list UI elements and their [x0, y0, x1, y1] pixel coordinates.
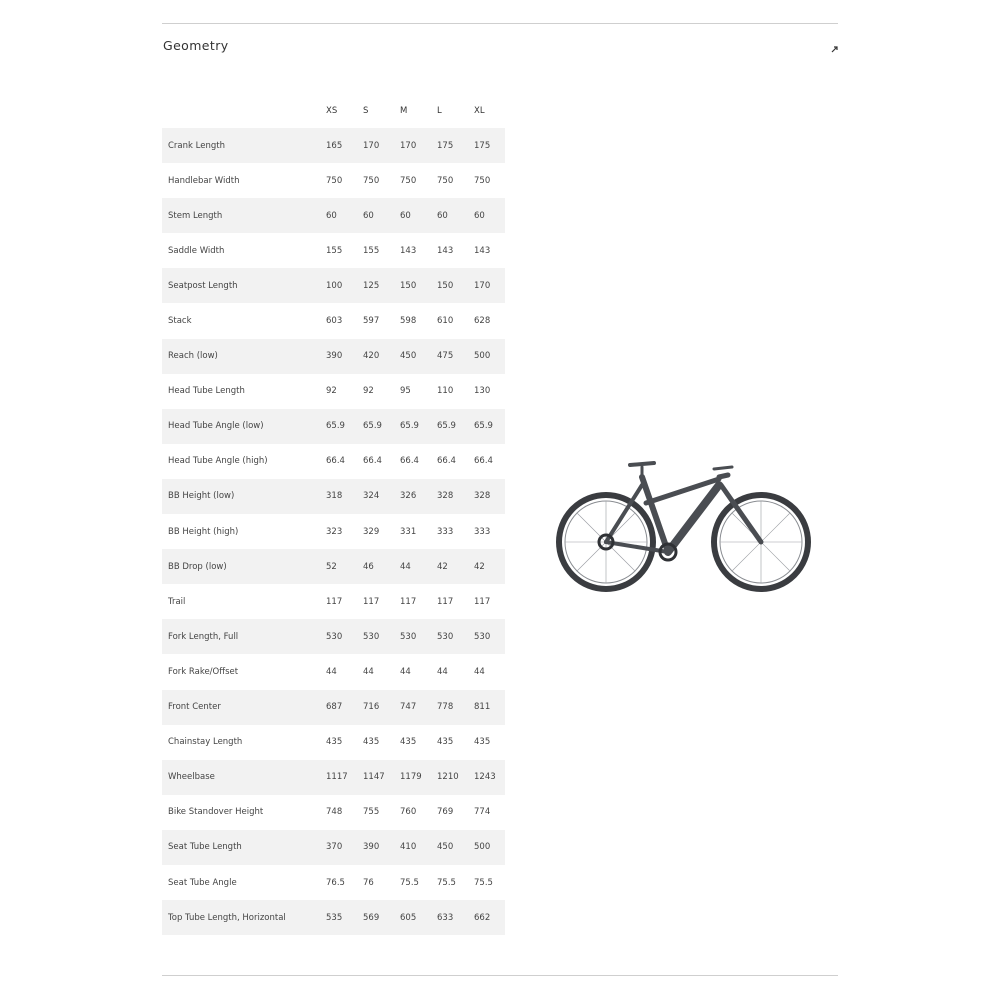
table-row	[162, 128, 505, 163]
table-row	[162, 549, 505, 584]
table-cell: 155	[326, 245, 343, 256]
table-cell: 44	[437, 666, 448, 677]
row-label: Saddle Width	[168, 245, 225, 256]
table-cell: 65.9	[474, 421, 493, 432]
table-cell: 748	[326, 807, 343, 818]
table-cell: 66.4	[474, 456, 493, 467]
size-header: XL	[474, 105, 485, 116]
top-divider	[162, 23, 838, 24]
table-cell: 117	[400, 596, 417, 607]
table-cell: 760	[400, 807, 417, 818]
table-cell: 716	[363, 702, 380, 713]
size-header: XS	[326, 105, 338, 116]
table-cell: 500	[474, 842, 491, 853]
table-cell: 110	[437, 386, 454, 397]
bike-image	[556, 455, 814, 600]
table-cell: 318	[326, 491, 343, 502]
table-cell: 598	[400, 316, 417, 327]
table-cell: 60	[400, 210, 411, 221]
table-cell: 170	[400, 140, 417, 151]
row-label: Front Center	[168, 702, 221, 713]
table-cell: 1243	[474, 772, 496, 783]
size-header: M	[400, 105, 408, 116]
table-row	[162, 795, 505, 830]
table-row	[162, 268, 505, 303]
table-cell: 130	[474, 386, 491, 397]
table-row	[162, 900, 505, 935]
table-cell: 662	[474, 912, 491, 923]
size-header: L	[437, 105, 442, 116]
table-cell: 165	[326, 140, 343, 151]
table-row	[162, 584, 505, 619]
table-cell: 150	[437, 280, 454, 291]
table-body	[162, 128, 505, 935]
table-row	[162, 233, 505, 268]
table-cell: 450	[437, 842, 454, 853]
row-label: Top Tube Length, Horizontal	[168, 912, 286, 923]
table-cell: 530	[326, 631, 343, 642]
table-row	[162, 690, 505, 725]
table-cell: 331	[400, 526, 417, 537]
table-cell: 569	[363, 912, 380, 923]
table-cell: 95	[400, 386, 411, 397]
table-cell: 687	[326, 702, 343, 713]
table-cell: 326	[400, 491, 417, 502]
row-label: Head Tube Angle (low)	[168, 421, 264, 432]
table-cell: 420	[363, 351, 380, 362]
table-cell: 92	[326, 386, 337, 397]
table-cell: 170	[474, 280, 491, 291]
row-label: Seat Tube Angle	[168, 877, 237, 888]
table-cell: 535	[326, 912, 343, 923]
table-cell: 60	[437, 210, 448, 221]
row-label: Reach (low)	[168, 351, 218, 362]
table-cell: 1210	[437, 772, 459, 783]
table-cell: 65.9	[326, 421, 345, 432]
table-cell: 76.5	[326, 877, 345, 888]
row-label: BB Height (low)	[168, 491, 235, 502]
table-row	[162, 303, 505, 338]
row-label: Head Tube Angle (high)	[168, 456, 268, 467]
table-cell: 435	[474, 737, 491, 748]
table-cell: 52	[326, 561, 337, 572]
table-cell: 117	[363, 596, 380, 607]
table-cell: 175	[437, 140, 454, 151]
table-cell: 633	[437, 912, 454, 923]
table-row	[162, 339, 505, 374]
row-label: Bike Standover Height	[168, 807, 264, 818]
table-cell: 66.4	[326, 456, 345, 467]
table-cell: 628	[474, 316, 491, 327]
row-label: Wheelbase	[168, 772, 215, 783]
table-row	[162, 514, 505, 549]
table-cell: 750	[437, 175, 454, 186]
table-row	[162, 409, 505, 444]
table-row	[162, 479, 505, 514]
table-cell: 44	[400, 666, 411, 677]
table-cell: 323	[326, 526, 343, 537]
row-label: Stem Length	[168, 210, 223, 221]
table-cell: 750	[363, 175, 380, 186]
table-cell: 435	[400, 737, 417, 748]
table-cell: 65.9	[437, 421, 456, 432]
full-suspension-mountain-bike-icon	[556, 455, 814, 600]
table-cell: 65.9	[363, 421, 382, 432]
bottom-divider	[162, 975, 838, 976]
table-cell: 44	[363, 666, 374, 677]
table-cell: 60	[363, 210, 374, 221]
table-cell: 66.4	[437, 456, 456, 467]
table-cell: 60	[326, 210, 337, 221]
table-cell: 435	[437, 737, 454, 748]
row-label: Chainstay Length	[168, 737, 243, 748]
table-cell: 328	[474, 491, 491, 502]
row-label: Crank Length	[168, 140, 225, 151]
table-cell: 755	[363, 807, 380, 818]
table-cell: 747	[400, 702, 417, 713]
table-cell: 66.4	[363, 456, 382, 467]
table-cell: 46	[363, 561, 374, 572]
row-label: Seatpost Length	[168, 280, 238, 291]
table-cell: 44	[474, 666, 485, 677]
table-cell: 100	[326, 280, 343, 291]
table-cell: 328	[437, 491, 454, 502]
table-cell: 778	[437, 702, 454, 713]
table-cell: 750	[326, 175, 343, 186]
row-label: Fork Length, Full	[168, 631, 239, 642]
table-row	[162, 725, 505, 760]
table-cell: 333	[474, 526, 491, 537]
table-cell: 750	[400, 175, 417, 186]
table-cell: 1147	[363, 772, 385, 783]
table-cell: 75.5	[474, 877, 493, 888]
table-cell: 117	[474, 596, 491, 607]
table-cell: 66.4	[400, 456, 419, 467]
table-cell: 603	[326, 316, 343, 327]
table-row	[162, 163, 505, 198]
table-cell: 370	[326, 842, 343, 853]
table-cell: 610	[437, 316, 454, 327]
table-cell: 44	[326, 666, 337, 677]
table-cell: 500	[474, 351, 491, 362]
table-cell: 410	[400, 842, 417, 853]
table-cell: 117	[326, 596, 343, 607]
table-row	[162, 374, 505, 409]
table-row	[162, 654, 505, 689]
table-cell: 530	[363, 631, 380, 642]
row-label: Fork Rake/Offset	[168, 666, 239, 677]
table-cell: 750	[474, 175, 491, 186]
row-label: BB Height (high)	[168, 526, 239, 537]
table-cell: 333	[437, 526, 454, 537]
row-label: Seat Tube Length	[168, 842, 242, 853]
table-row	[162, 865, 505, 900]
table-row	[162, 198, 505, 233]
table-cell: 475	[437, 351, 454, 362]
table-cell: 125	[363, 280, 380, 291]
table-cell: 42	[474, 561, 485, 572]
table-cell: 175	[474, 140, 491, 151]
row-label: Handlebar Width	[168, 175, 240, 186]
table-cell: 390	[326, 351, 343, 362]
table-cell: 150	[400, 280, 417, 291]
table-cell: 769	[437, 807, 454, 818]
table-cell: 155	[363, 245, 380, 256]
table-cell: 811	[474, 702, 491, 713]
table-cell: 774	[474, 807, 491, 818]
table-cell: 143	[437, 245, 454, 256]
table-cell: 143	[474, 245, 491, 256]
table-row	[162, 830, 505, 865]
table-cell: 42	[437, 561, 448, 572]
table-row	[162, 760, 505, 795]
table-cell: 329	[363, 526, 380, 537]
table-cell: 435	[326, 737, 343, 748]
table-cell: 75.5	[400, 877, 419, 888]
table-cell: 117	[437, 596, 454, 607]
table-cell: 60	[474, 210, 485, 221]
row-label: Head Tube Length	[168, 386, 245, 397]
row-label: Stack	[168, 316, 192, 327]
table-cell: 450	[400, 351, 417, 362]
table-cell: 530	[400, 631, 417, 642]
table-cell: 1117	[326, 772, 348, 783]
table-cell: 76	[363, 877, 374, 888]
table-cell: 530	[474, 631, 491, 642]
table-cell: 65.9	[400, 421, 419, 432]
collapse-arrow-icon[interactable]	[828, 40, 842, 52]
table-header	[162, 93, 505, 128]
table-cell: 435	[363, 737, 380, 748]
table-cell: 143	[400, 245, 417, 256]
table-cell: 390	[363, 842, 380, 853]
table-cell: 605	[400, 912, 417, 923]
table-cell: 75.5	[437, 877, 456, 888]
table-cell: 170	[363, 140, 380, 151]
geometry-table	[162, 93, 505, 935]
table-cell: 92	[363, 386, 374, 397]
table-row	[162, 444, 505, 479]
row-label: Trail	[168, 596, 186, 607]
table-cell: 324	[363, 491, 380, 502]
table-cell: 1179	[400, 772, 422, 783]
size-header: S	[363, 105, 369, 116]
table-cell: 530	[437, 631, 454, 642]
row-label: BB Drop (low)	[168, 561, 227, 572]
table-row	[162, 619, 505, 654]
table-cell: 44	[400, 561, 411, 572]
table-cell: 597	[363, 316, 380, 327]
section-title: Geometry	[163, 38, 229, 53]
